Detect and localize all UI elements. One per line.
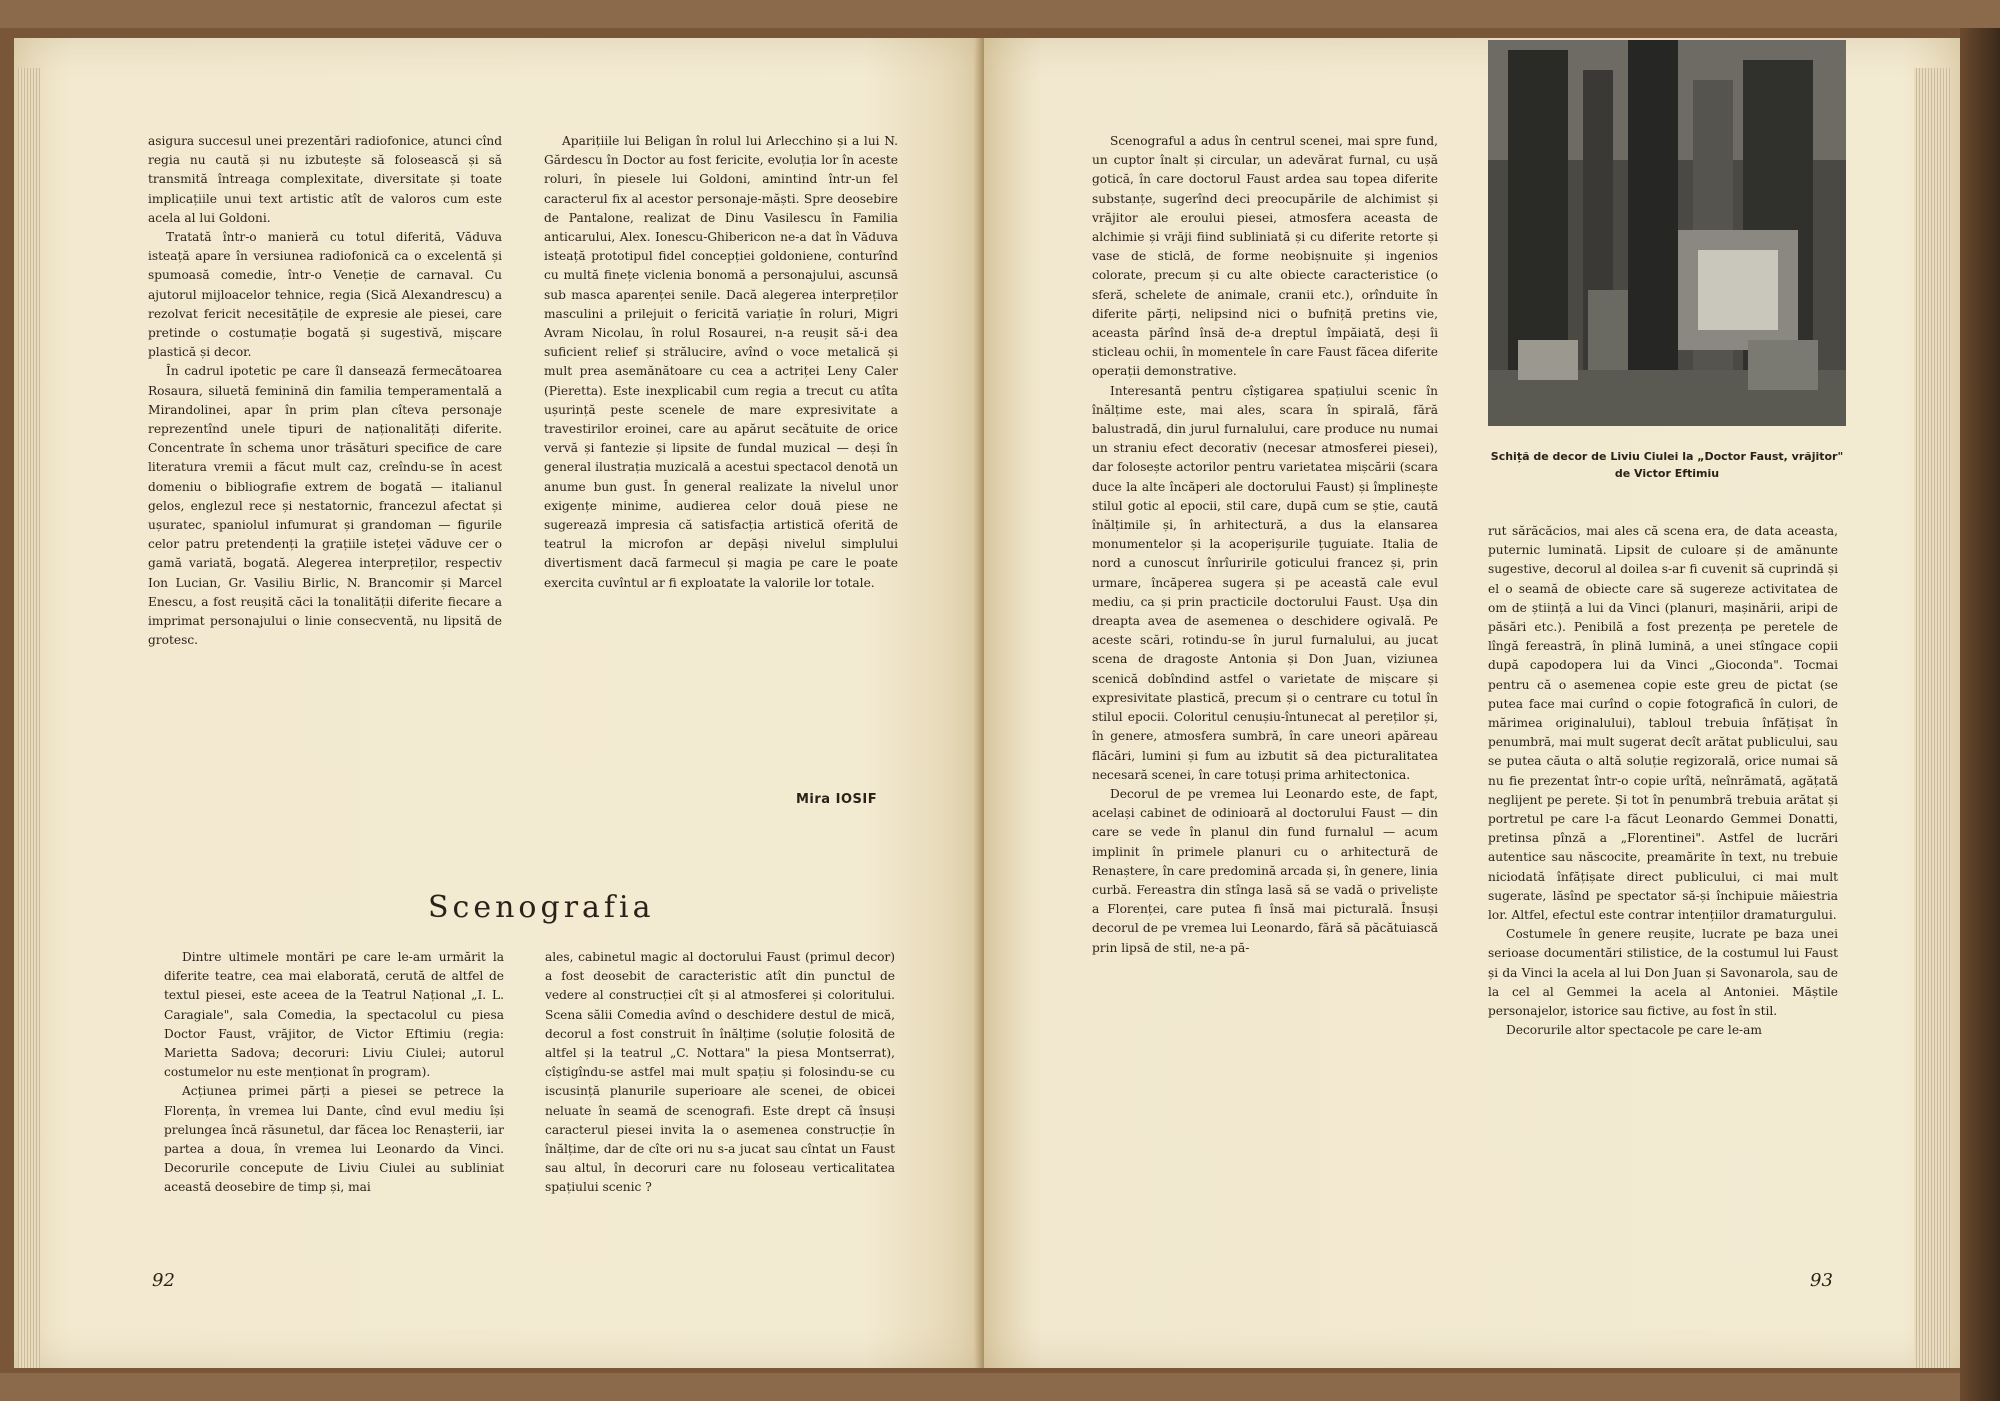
- paragraph: Acțiunea primei părți a piesei se petrece la Florența, în vremea lui Dante, cînd evul mediu își prelungea încă răsunetul, dar făcea loc Renașterii, iar partea a doua, în vremea lui Leonardo da Vinci. Decorurile concepute de Liviu Ciulei au subliniat această deosebire de timp și, mai: [164, 1084, 504, 1195]
- left-col-2: [544, 132, 898, 593]
- paragraph: Decorurile altor spectacole pe care le-am: [1506, 1023, 1762, 1038]
- stage-design-sketch-image: [1488, 40, 1846, 426]
- paragraph: În cadrul ipotetic pe care îl dansează fermecătoarea Rosaura, siluetă feminină din familia temperamentală a Mirandolinei, apar în prim plan cîteva personaje reprezentînd unele tipuri de naționalități diferite. Concentrate în schema unor trăsături specifice de care literatura vremii a făcut mult caz, creîndu-se în acest domeniu o bibliografie extrem de bogată — italianul gelos, englezul rece și nestatornic, francezul afectat și ușuratec, spaniolul infumurat și grandoman — figurile celor patru pretendenți la grațiile isteței văduve cer o gamă variată, bogată. Alegerea interpreților, respectiv Ion Lucian, Gr. Vasiliu Birlic, N. Brancomir și Marcel Enescu, a fost reușită căci la tonalității diferite fiecare a imprimat personajului o linie consecventă, nu lipsită de grotesc.: [148, 364, 502, 648]
- paragraph: Costumele în genere reușite, lucrate pe baza unei serioase documentări stilistice, de la costumul lui Faust și da Vinci la acela al lui Don Juan și Savonarola, sau de la cel al Gemmei la acela al Antoniei. Măștile personajelor, istorice sau fictive, au fost în stil.: [1488, 927, 1838, 1019]
- paragraph: Dintre ultimele montări pe care le-am urmărit la diferite teatre, cea mai elaborată, cerută de altfel de textul piesei, este aceea de la Teatrul Național „I. L. Caragiale", sala Comedia, la spectacolul cu piesa Doctor Faust, vrăjitor, de Victor Eftimiu (regia: Marietta Sadova; decoruri: Liviu Ciulei; autorul costumelor nu este menționat în program).: [164, 950, 504, 1080]
- image-caption: Schiță de decor de Liviu Ciulei la „Doctor Faust, vrăjitor" de Victor Eftimiu: [1490, 450, 1844, 480]
- paragraph: ales, cabinetul magic al doctorului Faust (primul decor) a fost deosebit de caracteristic atît din punctul de vedere al construcției cît și al atmosferei și coloritului. Scena sălii Comedia avînd o deschidere destul de mică, decorul a fost construit în înălțime (soluție folosită de altfel și la teatrul „C. Nottara" la piesa Montserrat), cîștigîndu-se astfel mai mult spațiu și folosindu-se cu iscusință planurile superioare ale scenei, de obicei neluate în seamă de scenografi. Este drept că însuși caracterul piesei invita la o asemenea construcție în înălțime, dar de cîte ori nu s-a jucat sau cîntat un Faust sau altul, în decoruri care nu foloseau verticalitatea spațiului scenic ?: [545, 950, 895, 1195]
- right-col-1: [1092, 132, 1438, 958]
- section-heading: Scenografia: [428, 890, 655, 925]
- paragraph: Decorul de pe vremea lui Leonardo este, de fapt, același cabinet de odinioară al doctorului Faust — din care se vede în planul din fund furnalul — acum implinit în primele planuri cu o arhitectură de Renaștere, în care predomină arcada și, în genere, linia curbă. Fereastra din stînga lasă să se vadă o priveliște a Florenței, care putea fi însă mai picturală. Însuși decorul de pe vremea lui Leonardo, fără să păcătuiască prin lipsă de stil, ne-a pă-: [1092, 786, 1438, 955]
- paragraph: Aparițiile lui Beligan în rolul lui Arlecchino și a lui N. Gărdescu în Doctor au fost fericite, evoluția lor în aceste roluri, în piesele lui Goldoni, amintind într-un fel caracterul fix al acestor personaje-măști. Spre deosebire de Pantalone, realizat de Dinu Vasilescu în Familia anticarului, Alex. Ionescu-Ghibericon ne-a dat în Văduva isteață prototipul fidel concepției goldoniene, conturînd cu multă finețe viclenia bonomă a personajului, ascunsă sub masca aparenței senile. Dacă alegerea interpreților masculini a prilejuit o fericită variație în roluri, Migri Avram Nicolau, în rolul Rosaurei, n-a reușit să-i dea suficient relief și strălucire, avînd o voce metalică și mult prea asemănătoare cu cea a actriței Leny Caler (Pieretta). Este inexplicabil cum regia a trecut cu atîta ușurință peste scenele de mare expresivitate a travestirilor eroinei, care au apărut secătuite de orice vervă și fantezie și lipsite de fundal muzical — deși în general ilustrația muzicală a acestui spectacol denotă un anume bun gust. În general realizate la nivelul unor exigențe minime, audierea celor două piese ne sugerează impresia că satisfacția artistică oferită de teatrul la microfon ar depăși nivelul simplului divertisment dacă farmecul și magia pe care le poate exercita cuvîntul ar fi exploatate la valorile lor totale.: [544, 134, 898, 590]
- page-edge-right: [1914, 68, 1950, 1368]
- left-col-1: [148, 132, 502, 650]
- book-cover-edge: [1960, 28, 2000, 1401]
- paragraph: Interesantă pentru cîștigarea spațiului scenic în înălțime este, mai ales, scara în spirală, fără balustradă, din jurul furnalului, care produce nu numai un straniu efect decorativ (necesar atmosferei piesei), dar folosește actorilor pentru varietatea mișcării (scara duce la alte încăperi ale doctorului Faust) și împlinește stilul gotic al epocii, stil care, după cum se știe, caută înălțimile și, în arhitectură, a dus la elansarea monumentelor și la acoperișurile țuguiate. Italia de nord a cunoscut înrîuririle goticului francez și, prin urmare, încăperea sugera și pe această cale evul mediu, ca și prin practicile doctorului Faust. Ușa din dreapta avea de asemenea o deschidere ogivală. Pe aceste scări, rotindu-se în jurul furnalului, au jucat scena de dragoste Antonia și Don Juan, viziunea scenică dobîndind astfel o varietate de mișcare și expresivitate plastică, precum și o centrare cu totul în stilul epocii. Coloritul cenușiu-întunecat al pereților și, în genere, atmosfera sumbră, în care uneori apăreau flăcări, lumini și fum au izbutit să dea picturalitatea necesară scenei, în care totuși prima arhitectonica.: [1092, 383, 1438, 782]
- paragraph: rut sărăcăcios, mai ales că scena era, de data aceasta, puternic luminată. Lipsit de culoare și de amănunte sugestive, decorul al doilea s-ar fi cuvenit să cuprindă și el o seamă de obiecte care să sugereze activitatea de om de știință a lui da Vinci (planuri, mașinării, aripi de păsări etc.). Penibilă a fost prezența pe peretele de lîngă fereastră, în plină lumină, a unei stîngace copii după capodopera lui da Vinci „Gioconda". Tocmai pentru că o asemenea copie este greu de pictat (se putea face mai curînd o copie fotografică în culori, de mărimea originalului), tabloul trebuia înfățișat în penumbră, mai mult sugerat decît arătat publicului, sau se putea căuta o altă soluție regizorală, orice numai să nu fie prezentat într-o copie urîtă, neînrămată, agățată neglijent pe perete. Și tot în penumbră trebuia arătat și portretul pe care l-a făcut Leonardo Gemmei Donatti, pretinsa pînză a „Florentinei". Astfel de lucrări autentice sau născocite, preamărite în text, nu trebuie niciodată înfățișate direct publicului, ci mai mult sugerate, lăsînd pe spectator să-și închipuie măiestria lor. Altfel, efectul este contrar intențiilor dramaturgului.: [1488, 524, 1838, 923]
- left-col-4: [545, 948, 895, 1198]
- paragraph: Tratată într-o manieră cu totul diferită, Văduva isteață apare în versiunea radiofonică ca o excelentă și spumoasă comedie, într-o Veneție de carnaval. Cu ajutorul mijloacelor tehnice, regia (Sică Alexandrescu) a rezolvat fericit necesitățile de expresie ale piesei, care pretinde o costumație bogată și sugestivă, mișcare plastică și decor.: [148, 230, 502, 360]
- page-edge-left: [18, 68, 40, 1368]
- paragraph: asigura succesul unei prezentări radiofonice, atunci cînd regia nu caută și nu izbutește să folosească și să transmită întreaga complexitate, diversitate și toate implicațiile unui text artistic atît de valoros cum este acela al lui Goldoni.: [148, 134, 502, 225]
- paragraph: Scenograful a adus în centrul scenei, mai spre fund, un cuptor înalt și circular, un adevărat furnal, cu ușă gotică, în care doctorul Faust ardea sau topea diferite substanțe, sugerînd deci preocupările de alchimist și vrăjitor ale eroului piesei, atmosfera aceasta de alchimie și vrăji fiind subliniată și cu diferite retorte și vase de sticlă, de forme neobișnuite și ingenios colorate, precum și cu alte obiecte caracteristice (o sferă, schelete de animale, cranii etc.), orînduite în diferite părți, nelipsind nici o bufniță pretins vie, aceasta părînd însă de-a dreptul împăiată, deși îi sticleau ochii, în momentele în care Faust făcea diferite operații demonstrative.: [1092, 134, 1438, 379]
- left-page: [14, 38, 980, 1368]
- author-signature: Mira IOSIF: [796, 792, 878, 807]
- left-col-3: [164, 948, 504, 1198]
- page-number: 93: [1810, 1270, 1833, 1291]
- sketch-illustration: [1488, 40, 1846, 426]
- page-number: 92: [152, 1270, 175, 1291]
- right-col-2: [1488, 522, 1838, 1040]
